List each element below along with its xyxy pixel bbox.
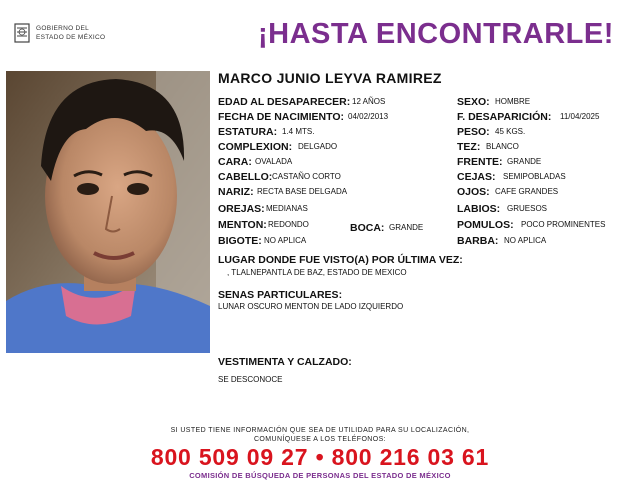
field-label-cheekbones: POMULOS: bbox=[457, 219, 514, 231]
field-label-ears: OREJAS: bbox=[218, 203, 265, 215]
field-value-height: 1.4 MTS. bbox=[282, 127, 315, 136]
field-label-height: ESTATURA: bbox=[218, 126, 278, 138]
field-value-complexion: BLANCO bbox=[486, 142, 519, 151]
headline: ¡HASTA ENCONTRARLE! bbox=[258, 18, 614, 50]
clothing-label: VESTIMENTA Y CALZADO: bbox=[218, 356, 352, 368]
field-value-face: OVALADA bbox=[255, 157, 293, 166]
field-label-hair: CABELLO: bbox=[218, 171, 273, 183]
field-value-forehead: GRANDE bbox=[507, 157, 542, 166]
field-label-birthdate: FECHA DE NACIMIENTO: bbox=[218, 111, 344, 123]
contact-note-line1: SI USTED TIENE INFORMACIÓN QUE SEA DE UTILIDAD PARA SU LOCALIZACIÓN, bbox=[170, 427, 470, 434]
clothing-value: SE DESCONOCE bbox=[218, 375, 283, 384]
field-label-eyebrows: CEJAS: bbox=[457, 171, 496, 183]
field-value-lips: GRUESOS bbox=[507, 204, 548, 213]
field-label-nose: NARIZ: bbox=[218, 186, 254, 198]
particular-signs-label: SENAS PARTICULARES: bbox=[218, 289, 343, 301]
field-label-build: COMPLEXION: bbox=[218, 141, 293, 153]
field-value-beard: NO APLICA bbox=[504, 236, 547, 245]
field-label-disappearance-date: F. DESAPARICIÓN: bbox=[457, 111, 552, 123]
field-label-age: EDAD AL DESAPARECER: bbox=[218, 96, 351, 108]
field-value-cheekbones: POCO PROMINENTES bbox=[521, 220, 606, 229]
field-value-weight: 45 KGS. bbox=[495, 127, 526, 136]
field-label-lips: LABIOS: bbox=[457, 203, 501, 215]
contact-note-line2: COMUNÍQUESE A LOS TELÉFONOS: bbox=[253, 436, 387, 443]
field-label-weight: PESO: bbox=[457, 126, 490, 138]
field-label-mustache: BIGOTE: bbox=[218, 235, 262, 247]
missing-person-photo bbox=[6, 71, 210, 353]
person-name: MARCO JUNIO LEYVA RAMIREZ bbox=[218, 70, 442, 86]
field-value-eyes: CAFE GRANDES bbox=[495, 187, 559, 196]
phone-number-2[interactable]: 800 216 03 61 bbox=[331, 444, 490, 470]
particular-signs-value: LUNAR OSCURO MENTON DE LADO IZQUIERDO bbox=[218, 302, 404, 311]
field-value-birthdate: 04/02/2013 bbox=[348, 112, 389, 121]
government-name-line1: GOBIERNO DEL bbox=[36, 25, 90, 32]
field-value-hair: CASTAÑO CORTO bbox=[272, 172, 341, 181]
field-value-eyebrows: SEMIPOBLADAS bbox=[503, 172, 566, 181]
last-seen-label: LUGAR DONDE FUE VISTO(A) POR ÚLTIMA VEZ: bbox=[218, 254, 463, 266]
field-value-build: DELGADO bbox=[298, 142, 338, 151]
field-value-nose: RECTA BASE DELGADA bbox=[257, 187, 348, 196]
phone-separator: • bbox=[315, 444, 325, 470]
state-emblem-icon bbox=[12, 22, 32, 44]
field-label-sex: SEXO: bbox=[457, 96, 490, 108]
organization-name: COMISIÓN DE BÚSQUEDA DE PERSONAS DEL ESTADO DE MÉXICO bbox=[189, 471, 451, 480]
field-value-mouth: GRANDE bbox=[389, 223, 424, 232]
last-seen-value: , TLALNEPANTLA DE BAZ, ESTADO DE MEXICO bbox=[227, 268, 407, 277]
field-label-complexion: TEZ: bbox=[457, 141, 481, 153]
phone-number-1[interactable]: 800 509 09 27 bbox=[150, 444, 309, 470]
field-value-sex: HOMBRE bbox=[495, 97, 531, 106]
field-label-eyes: OJOS: bbox=[457, 186, 490, 198]
field-label-forehead: FRENTE: bbox=[457, 156, 503, 168]
field-label-beard: BARBA: bbox=[457, 235, 499, 247]
field-value-disappearance-date: 11/04/2025 bbox=[560, 112, 600, 121]
field-value-chin: REDONDO bbox=[268, 220, 309, 229]
field-label-chin: MENTON: bbox=[218, 219, 267, 231]
field-value-age: 12 AÑOS bbox=[352, 97, 386, 106]
field-value-ears: MEDIANAS bbox=[266, 204, 308, 213]
phone-numbers bbox=[0, 444, 640, 471]
government-name-line2: ESTADO DE MÉXICO bbox=[36, 34, 106, 41]
field-label-face: CARA: bbox=[218, 156, 252, 168]
field-value-mustache: NO APLICA bbox=[264, 236, 307, 245]
field-label-mouth: BOCA: bbox=[350, 222, 385, 234]
